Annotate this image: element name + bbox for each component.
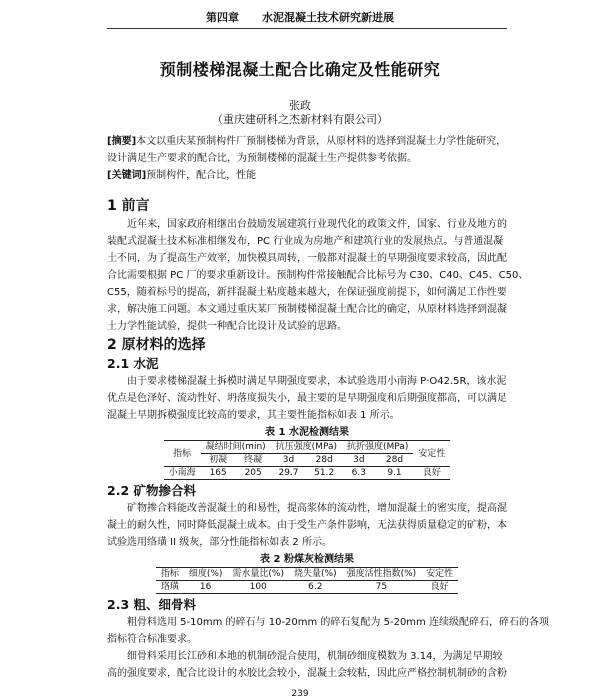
body-line: 近年来，国家政府相继出台鼓励发展建筑行业现代化的政策文件，国家、行业及地方的	[127, 219, 507, 230]
abstract-label: [摘要]	[107, 136, 137, 147]
body-line: 土力学性能试验，提供一种配合比设计及试验的思路。	[107, 321, 347, 332]
cell: 9.1	[376, 467, 414, 480]
subheader-cell: 28d	[376, 454, 414, 467]
header-cell: 指标	[160, 569, 179, 579]
body-column	[107, 133, 549, 682]
cell: 205	[236, 467, 271, 480]
body-line: 指标符合标准要求。	[107, 634, 197, 645]
cement-table	[164, 440, 451, 480]
section-heading: 1 前言	[107, 198, 150, 214]
table-row	[156, 581, 458, 594]
cell: 75	[342, 581, 422, 594]
body-line: 试验选用络璜 II 级灰，部分性能指标如表 2 所示。	[107, 537, 332, 548]
cell: 6.3	[342, 467, 376, 480]
body-line: 粗骨料选用 5-10mm 的碎石与 10-20mm 的碎石复配为 5-20mm 连续级配碎石，碎石的各项	[127, 617, 549, 628]
body-line: C55，随着标号的提高，新拌混凝土粘度越来越大，在保证强度前提下，如何满足工作性要	[107, 287, 507, 298]
subheader-cell: 初凝	[201, 454, 236, 467]
cell: 良好	[413, 467, 450, 480]
cell: 良好	[421, 581, 458, 594]
flyash-table	[156, 567, 458, 594]
table-row	[164, 467, 451, 480]
chapter-label: 第四章	[206, 11, 239, 24]
cell: 100	[227, 581, 289, 594]
subheader-cell: 3d	[342, 454, 376, 467]
running-header	[0, 10, 600, 26]
header-cell: 强度活性指数(%)	[346, 569, 417, 579]
author: 张政	[289, 99, 311, 112]
keywords-line	[107, 167, 507, 184]
header-cell: 烧失量(%)	[294, 569, 337, 579]
body-line: 细骨料采用长江砂和本地的机制砂混合使用，机制砂细度模数为 3.14，为满足早期较	[127, 651, 503, 662]
affiliation: （重庆建研科之杰新材料有限公司）	[212, 113, 388, 126]
cell: 珞璜	[156, 581, 184, 594]
subsection-heading: 2.2 矿物掺合料	[107, 483, 196, 498]
chapter-title: 水泥混凝土技术研究新进展	[261, 11, 394, 24]
subheader-cell: 3d	[271, 454, 307, 467]
cell: 51.2	[306, 467, 342, 480]
subsection-heading: 2.3 粗、细骨料	[107, 597, 196, 612]
header-cell: 需水量比(%)	[232, 569, 284, 579]
keywords-label: [关键词]	[107, 170, 147, 181]
subheader-cell: 28d	[306, 454, 342, 467]
header-cell: 安定性	[418, 448, 446, 459]
keywords-text: 预制构件，配合比，性能	[146, 170, 257, 181]
cell: 165	[201, 467, 236, 480]
paper-title: 预制楼梯混凝土配合比确定及性能研究	[159, 60, 441, 79]
subsection-heading: 2.1 水泥	[107, 356, 159, 371]
body-line: 求，解决施工问题。本文通过重庆某厂预制楼梯混凝土配合比的确定，从原材料选择到混凝	[107, 304, 507, 315]
body-line: 土不同，为了提高生产效率，加快模具周转，一般都对混凝土的早期强度要求较高，因此配	[107, 253, 507, 264]
table-caption: 表 2 粉煤灰检测结果	[260, 554, 354, 565]
body-line: 凝土的耐久性，同时降低混凝土成本。由于受生产条件影响，无法获得质量稳定的矿粉，本	[107, 520, 507, 531]
abstract-line	[107, 133, 507, 150]
header-cell: 指标	[173, 448, 192, 459]
cell: 29.7	[271, 467, 307, 480]
body-line: 由于要求楼梯混凝土拆模时满足早期强度要求，本试验选用小南海 P·O42.5R，该水泥	[127, 376, 507, 387]
header-cell: 抗压强度(MPa)	[275, 442, 337, 452]
body-line: 合比需要根据 PC 厂的要求重新设计。预制构件常接触配合比标号为 C30、C40、C45、C50、	[107, 270, 529, 281]
body-line: 矿物掺合料能改善混凝土的和易性，提高浆体的流动性，增加混凝土的密实度，提高混	[127, 503, 507, 514]
header-rule	[107, 28, 507, 29]
header-cell: 安定性	[426, 569, 454, 579]
cell: 6.2	[289, 581, 342, 594]
body-line: 优点是色泽好、流动性好、坍落度损失小，最主要的是早期强度和后期强度都高，可以满足	[107, 393, 507, 404]
body-line: 装配式混凝土技术标准相继发布，PC 行业成为房地产和建筑行业的发展热点。与普通混凝	[107, 236, 504, 247]
header-cell: 凝结时间(min)	[205, 442, 266, 452]
body-line: 高的强度要求，配合比设计的水胶比会较小，混凝土会较粘，因此应严格控制机制砂的含粉	[107, 668, 507, 679]
header-cell: 抗折强度(MPa)	[347, 442, 409, 452]
table-caption: 表 1 水泥检测结果	[265, 427, 349, 438]
page-number: 239	[291, 689, 309, 699]
header-cell: 细度(%)	[188, 569, 223, 579]
abstract-text: 本文以重庆某预制构件厂预制楼梯为背景，从原材料的选择到混凝土力学性能研究，	[136, 136, 507, 147]
body-line: 混凝土早期拆模强度比较高的要求，其主要性能指标如表 1 所示。	[107, 410, 400, 421]
subheader-cell: 终凝	[236, 454, 271, 467]
cell: 16	[184, 581, 228, 594]
section-heading: 2 原材料的选择	[107, 337, 206, 353]
abstract-line: 设计满足生产要求的配合比，为预制楼梯的混凝土生产提供参考依据。	[107, 153, 417, 164]
cell: 小南海	[164, 467, 201, 480]
